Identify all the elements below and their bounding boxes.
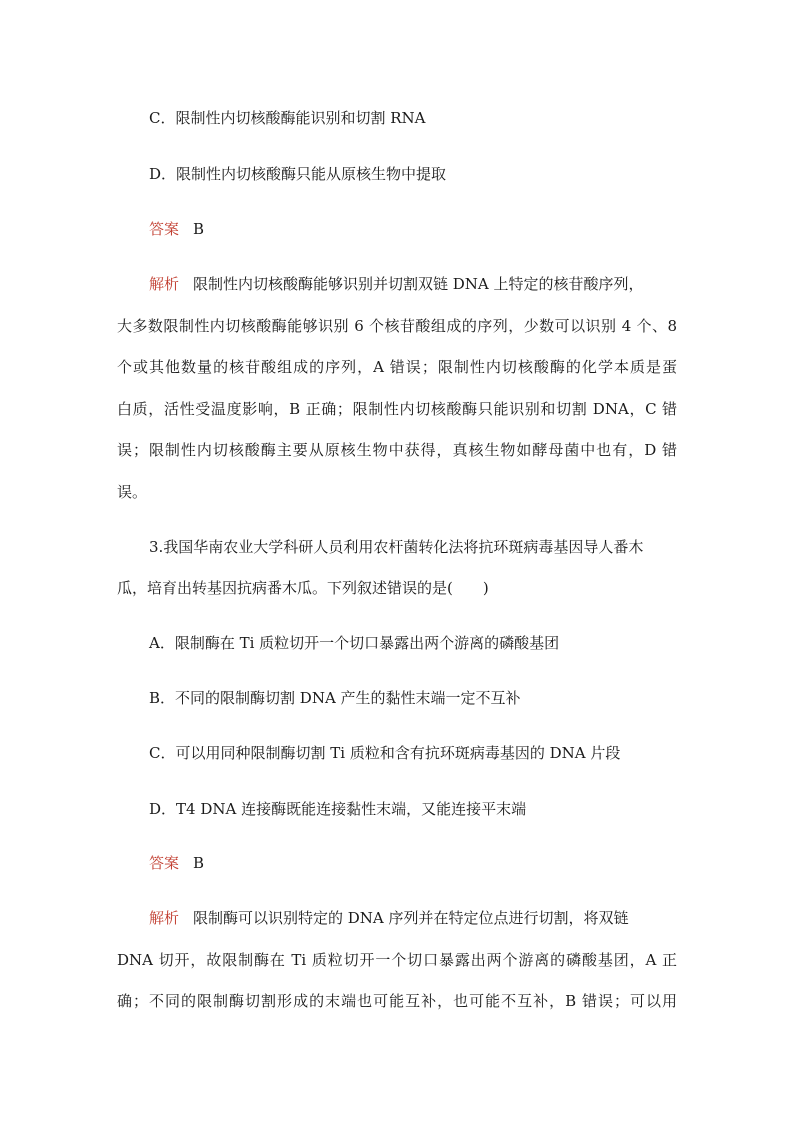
q2-answer-value: B — [193, 220, 205, 238]
q3-analysis-line-1 — [149, 908, 629, 928]
q3-option-d: D．T4 DNA 连接酶既能连接黏性末端，又能连接平末端 — [149, 800, 527, 818]
q2-analysis-line-3: 个或其他数量的核苷酸组成的序列，A 错误；限制性内切核酸酶的化学本质是蛋 — [117, 358, 677, 376]
q3-analysis-label: 解析 — [149, 909, 180, 927]
q2-analysis-line-6: 误。 — [117, 483, 148, 501]
q3-analysis-text-1: 限制酶可以识别特定的 DNA 序列并在特定位点进行切割，将双链 — [193, 909, 629, 927]
q3-option-a: A．限制酶在 Ti 质粒切开一个切口暴露出两个游离的磷酸基团 — [149, 634, 560, 652]
q3-option-c: C．可以用同种限制酶切割 Ti 质粒和含有抗环斑病毒基因的 DNA 片段 — [149, 744, 621, 762]
q2-answer — [149, 219, 204, 239]
q3-stem-line-2: 瓜，培育出转基因抗病番木瓜。下列叙述错误的是( ) — [117, 579, 489, 597]
q2-analysis-label: 解析 — [149, 275, 180, 293]
q2-analysis-text-1: 限制性内切核酸酶能够识别并切割双链 DNA 上特定的核苷酸序列， — [193, 275, 644, 293]
q3-answer-value: B — [193, 854, 205, 872]
q3-analysis-line-2: DNA 切开，故限制酶在 Ti 质粒切开一个切口暴露出两个游离的磷酸基团，A 正 — [117, 951, 677, 969]
q2-analysis-line-5: 误；限制性内切核酸酶主要从原核生物中获得，真核生物如酵母菌中也有，D 错 — [117, 441, 677, 459]
q3-answer — [149, 853, 204, 873]
q2-option-c: C．限制性内切核酸酶能识别和切割 RNA — [149, 109, 426, 127]
q3-analysis-line-3: 确；不同的限制酶切割形成的末端也可能互补，也可能不互补，B 错误；可以用 — [117, 992, 677, 1010]
q2-option-d: D．限制性内切核酸酶只能从原核生物中提取 — [149, 165, 447, 183]
q3-option-b: B．不同的限制酶切割 DNA 产生的黏性末端一定不互补 — [149, 689, 521, 707]
q3-stem-line-1: 3.我国华南农业大学科研人员利用农杆菌转化法将抗环斑病毒基因导人番木 — [149, 538, 644, 556]
q2-analysis-line-1 — [149, 274, 644, 294]
q3-answer-label: 答案 — [149, 854, 180, 872]
q2-analysis-line-2: 大多数限制性内切核酸酶能够识别 6 个核苷酸组成的序列，少数可以识别 4 个、8 — [117, 317, 677, 335]
q2-answer-label: 答案 — [149, 220, 180, 238]
q2-analysis-line-4: 白质，活性受温度影响，B 正确；限制性内切核酸酶只能识别和切割 DNA，C 错 — [117, 400, 677, 418]
